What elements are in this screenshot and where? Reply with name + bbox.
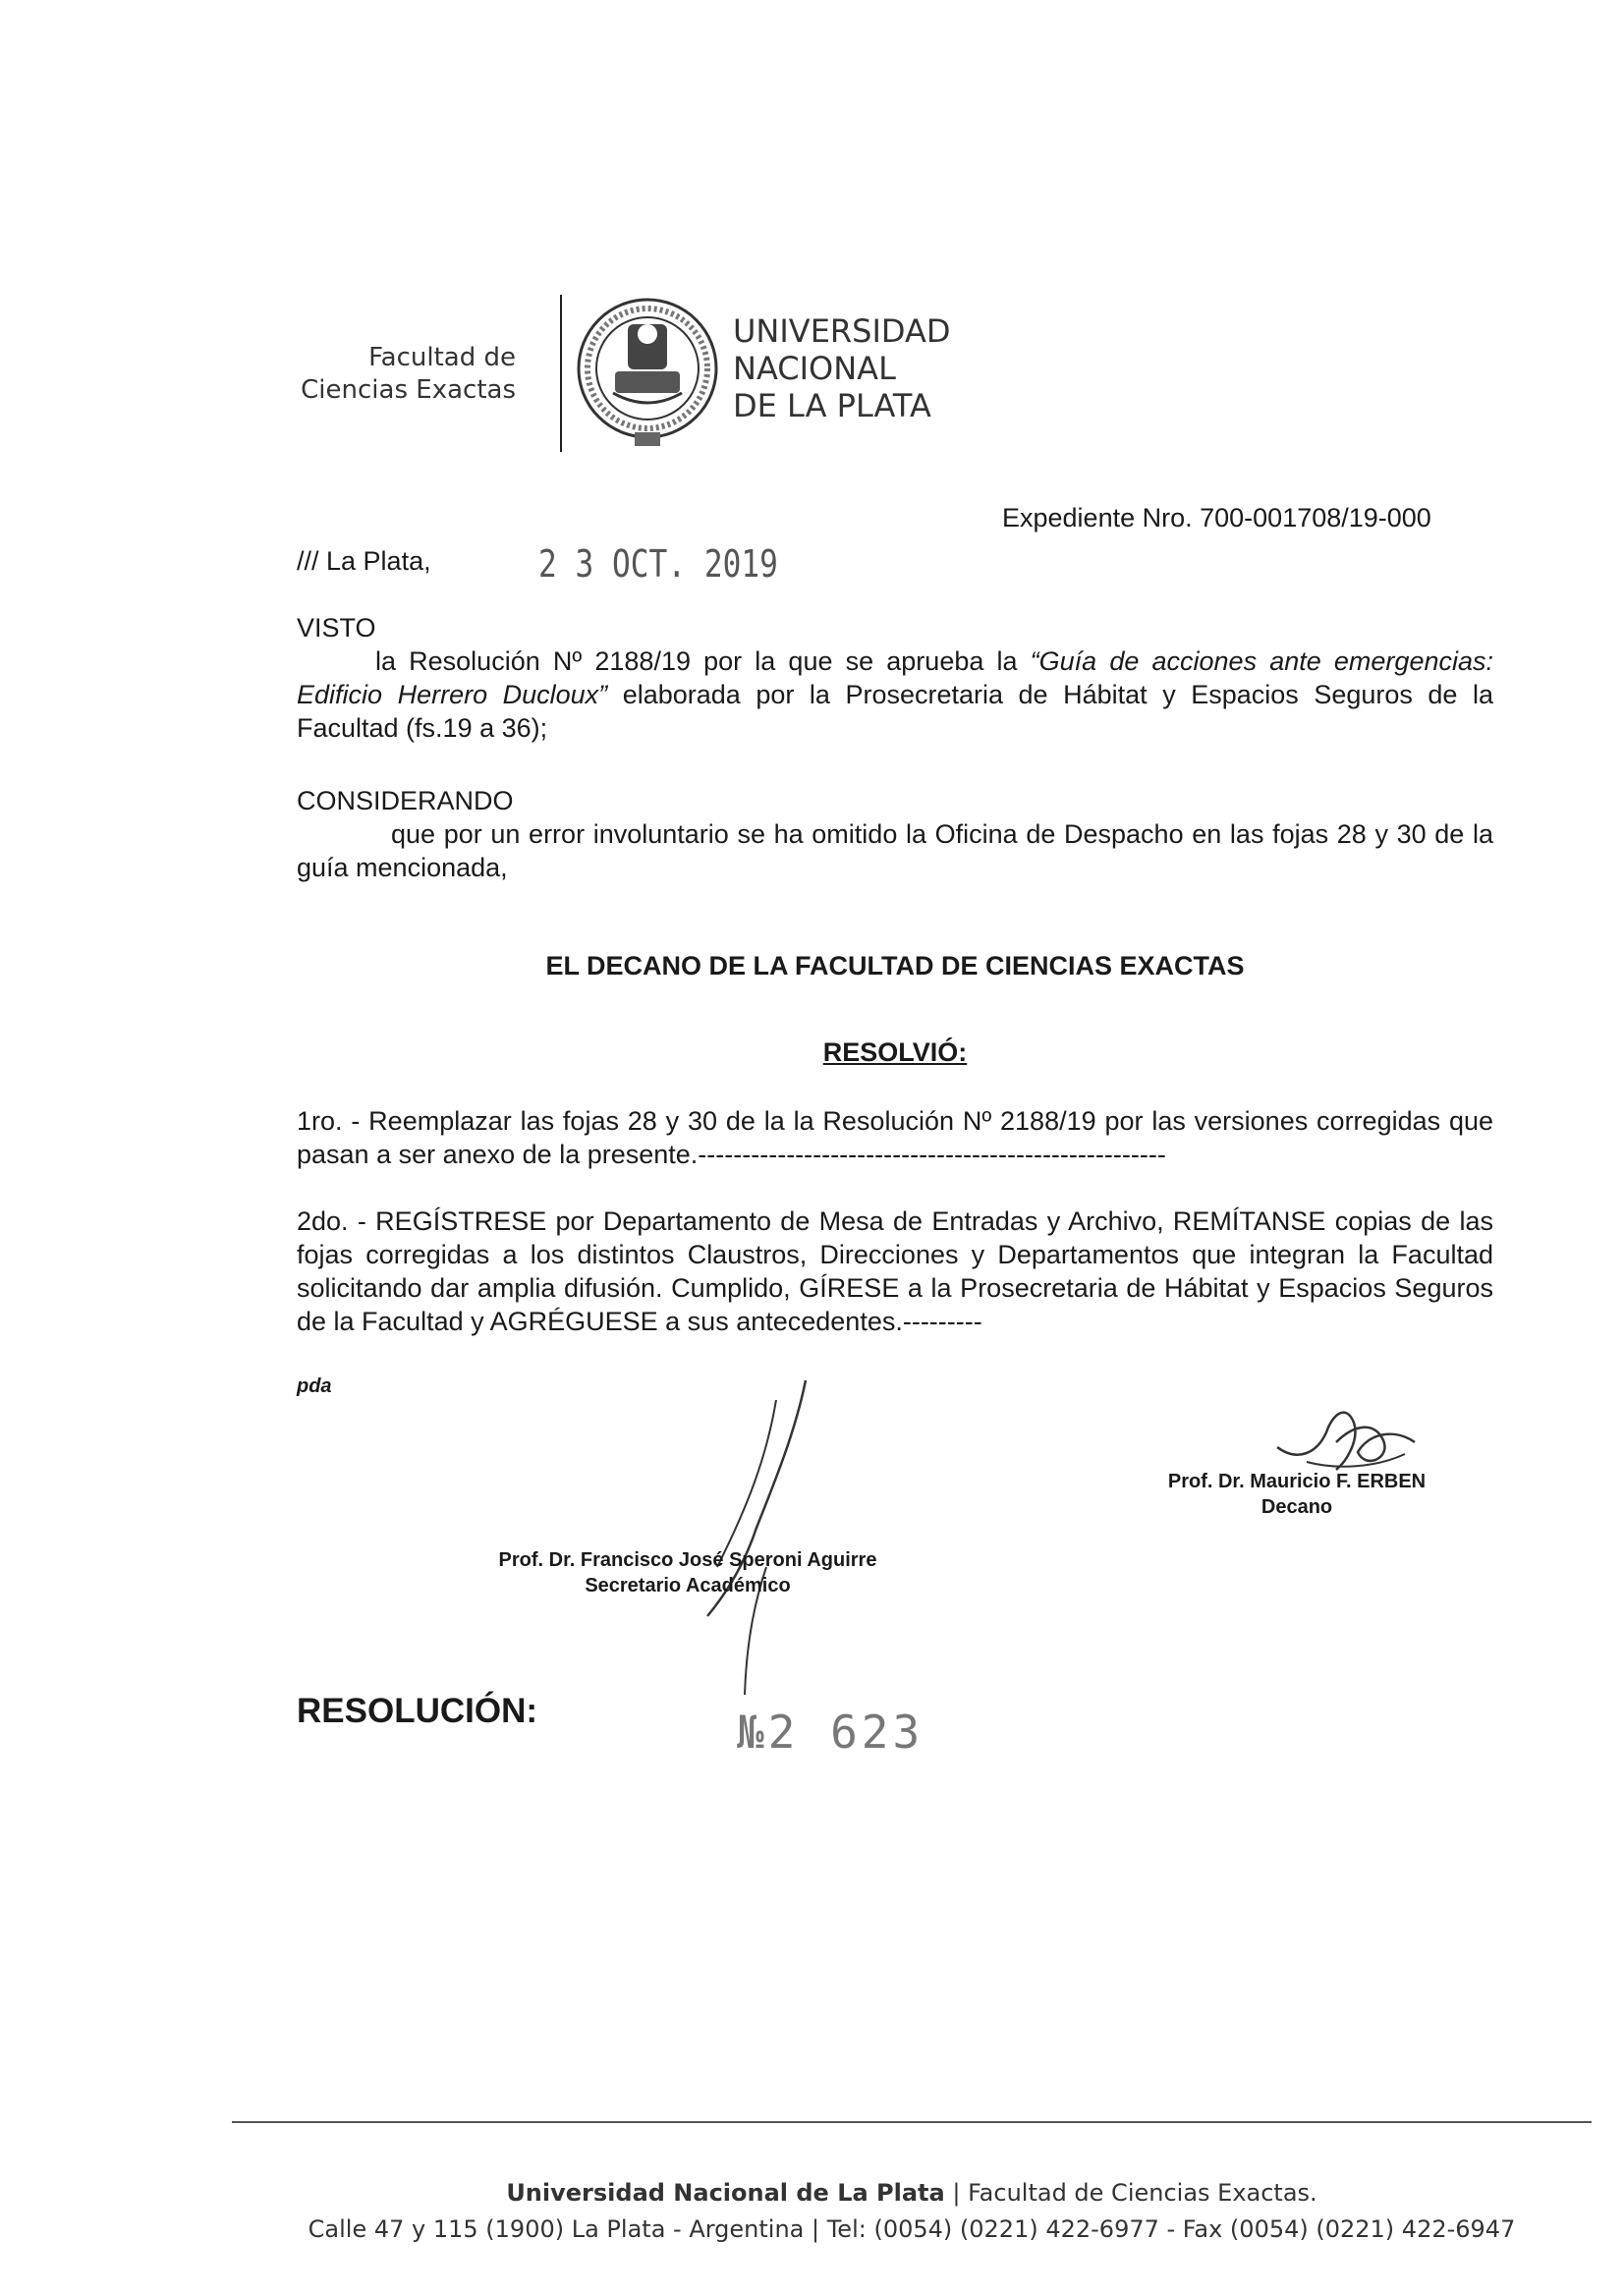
secretario-title: Secretario Académico: [585, 1575, 791, 1596]
footer-faculty: Facultad de Ciencias Exactas.: [968, 2179, 1317, 2207]
visto-paragraph: [297, 644, 1493, 745]
place-label: /// La Plata,: [297, 546, 431, 576]
article-1: 1ro. - Reemplazar las fojas 28 y 30 de la la Resolución Nº 2188/19 por las versiones corregidas que pasan a ser anexo de la presente.-----------------------------------------------------: [297, 1106, 1493, 1169]
considerando-heading: CONSIDERANDO: [297, 786, 514, 815]
university-line-2: NACIONAL: [733, 350, 896, 387]
resolvio-text: RESOLVIÓ:: [822, 1037, 968, 1067]
secretario-signature-block: [452, 1547, 924, 1598]
footer-contact: Calle 47 y 115 (1900) La Plata - Argentina | Tel: (0054) (0221) 422-6977 - Fax (0054) (0221) 422-6947: [308, 2215, 1516, 2243]
visto-guide-title: “Guía de acciones ante emergencias: Edificio Herrero Ducloux”: [297, 646, 1493, 709]
expediente-number: Expediente Nro. 700-001708/19-000: [1002, 503, 1431, 532]
initials: pda: [297, 1375, 332, 1397]
decano-heading: EL DECANO DE LA FACULTAD DE CIENCIAS EXACTAS: [545, 951, 1245, 980]
considerando-paragraph: que por un error involuntario se ha omitido la Oficina de Despacho en las fojas 28 y 30 de la guía mencionada,: [297, 819, 1493, 882]
visto-text-prefix: la Resolución Nº 2188/19 por la que se aprueba la: [375, 646, 1031, 676]
faculty-name: [236, 342, 516, 407]
decano-signature-block: [1110, 1469, 1484, 1520]
decano-name: Prof. Dr. Mauricio F. ERBEN: [1167, 1471, 1427, 1492]
visto-text-suffix: elaborada por la Prosecretaria de Hábitat y Espacios Seguros de la Facultad (fs.19 a 36);: [297, 680, 1493, 743]
university-line-1: UNIVERSIDAD: [733, 312, 951, 350]
university-seal-icon: [574, 295, 721, 450]
faculty-line-1: Facultad de: [368, 343, 516, 372]
university-name: [733, 312, 951, 424]
university-line-3: DE LA PLATA: [733, 387, 931, 424]
date-stamp: 2 3 OCT. 2019: [538, 542, 778, 586]
secretario-name: Prof. Dr. Francisco José Speroni Aguirre: [498, 1549, 877, 1571]
resolucion-number: №2 623: [737, 1706, 924, 1759]
faculty-line-2: Ciencias Exactas: [301, 375, 516, 405]
resolvio-heading: [297, 1037, 1493, 1068]
article-2: 2do. - REGÍSTRESE por Departamento de Mesa de Entradas y Archivo, REMÍTANSE copias de las fojas corregidas a los distintos Claustros, Direcciones y Departamentos que integran la Facultad solicitando dar amplia difusión. Cumplido, GÍRESE a la Prosecretaria de Hábitat y Espacios Seguros de la Facultad y AGRÉGUESE a sus antecedentes.---------: [297, 1206, 1493, 1336]
footer-institution: Universidad Nacional de La Plata | Facultad de Ciencias Exactas.: [506, 2179, 1317, 2207]
footer-divider: [232, 2121, 1592, 2123]
resolucion-label: RESOLUCIÓN:: [297, 1692, 537, 1730]
secretario-signature-icon: [648, 1371, 845, 1705]
visto-heading: VISTO: [297, 613, 376, 643]
decano-title: Decano: [1260, 1496, 1333, 1518]
footer-university: Universidad Nacional de La Plata: [506, 2179, 945, 2207]
header-divider: [560, 295, 562, 452]
